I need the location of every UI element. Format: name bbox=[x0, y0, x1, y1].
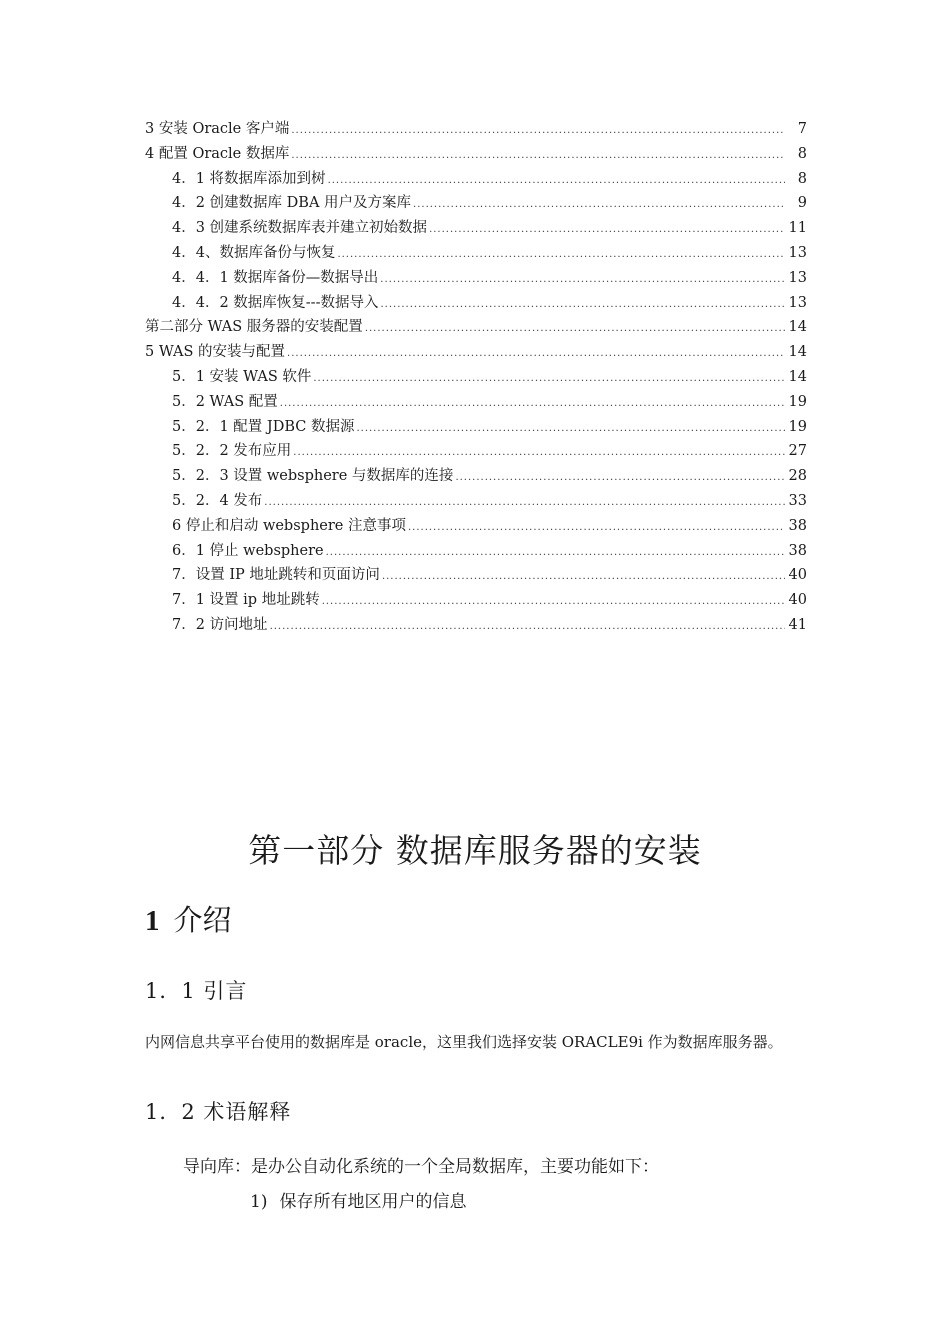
toc-entry[interactable] bbox=[145, 415, 807, 440]
toc-entry-title: 5 WAS 的安装与配置 bbox=[145, 344, 286, 361]
toc-entry-page: 38 bbox=[788, 542, 807, 559]
toc-entry[interactable] bbox=[145, 464, 807, 489]
toc-entry[interactable] bbox=[145, 539, 807, 564]
section-number: 1 bbox=[145, 905, 160, 937]
toc-entry[interactable] bbox=[145, 489, 807, 514]
toc-entry-page: 19 bbox=[788, 393, 807, 410]
toc-entry-page: 7 bbox=[797, 121, 807, 137]
toc-leader-dots bbox=[413, 193, 785, 218]
toc-entry[interactable] bbox=[145, 216, 807, 241]
toc-entry-page: 27 bbox=[788, 443, 807, 460]
toc-entry-page: 8 bbox=[797, 145, 807, 162]
toc-entry-title: 6 停止和启动 websphere 注意事项 bbox=[172, 517, 406, 534]
list-marker: 1) bbox=[250, 1192, 268, 1212]
toc-entry[interactable] bbox=[145, 340, 807, 365]
list-item bbox=[250, 1187, 466, 1212]
toc-leader-dots bbox=[264, 491, 784, 516]
toc-leader-dots bbox=[287, 342, 785, 367]
section-title: 介绍 bbox=[173, 903, 232, 937]
toc-entry-page: 8 bbox=[797, 170, 807, 187]
toc-entry-page: 40 bbox=[788, 567, 807, 584]
toc-entry-title: 6．1 停止 websphere bbox=[172, 542, 324, 559]
toc-leader-dots bbox=[270, 615, 785, 640]
toc-entry-page: 9 bbox=[797, 195, 807, 212]
toc-entry-page: 33 bbox=[788, 492, 807, 509]
subsection-heading-1-2: 1．2 术语解释 bbox=[145, 1100, 292, 1124]
toc-leader-dots bbox=[293, 441, 784, 466]
toc-entry[interactable] bbox=[145, 365, 807, 390]
toc-leader-dots bbox=[313, 367, 784, 392]
toc-entry-title: 4．4．2 数据库恢复---数据导入 bbox=[172, 294, 379, 311]
subsection-heading-1-1: 1．1 引言 bbox=[145, 979, 248, 1003]
toc-entry-title: 5．2．2 发布应用 bbox=[172, 443, 292, 460]
toc-entry-page: 13 bbox=[788, 269, 807, 286]
toc-entry-title: 5．2．1 配置 JDBC 数据源 bbox=[172, 418, 355, 435]
toc-entry[interactable] bbox=[145, 315, 807, 340]
toc-entry[interactable] bbox=[145, 167, 807, 192]
toc-entry-title: 5．2 WAS 配置 bbox=[172, 393, 278, 410]
toc-leader-dots bbox=[291, 144, 785, 169]
toc-entry[interactable] bbox=[145, 266, 807, 291]
intro-paragraph: 内网信息共享平台使用的数据库是 oracle，这里我们选择安装 ORACLE9i 作为数据库服务器。 bbox=[145, 1033, 783, 1051]
toc-entry-title: 7．1 设置 ip 地址跳转 bbox=[172, 592, 320, 609]
toc-leader-dots bbox=[356, 417, 784, 442]
toc-leader-dots bbox=[365, 317, 785, 342]
toc-entry-page: 28 bbox=[788, 468, 807, 485]
toc-entry[interactable] bbox=[145, 514, 807, 539]
toc-entry-page: 14 bbox=[788, 368, 807, 385]
toc-entry[interactable] bbox=[145, 390, 807, 415]
toc-entry[interactable] bbox=[145, 142, 807, 167]
toc-entry-title: 5．2．4 发布 bbox=[172, 492, 263, 509]
toc-entry-title: 5．2．3 设置 websphere 与数据库的连接 bbox=[172, 468, 454, 485]
toc-leader-dots bbox=[326, 541, 785, 566]
part-title: 第一部分 数据库服务器的安装 bbox=[248, 831, 702, 870]
toc-entry-page: 14 bbox=[788, 344, 807, 361]
toc-entry-page: 13 bbox=[788, 294, 807, 311]
toc-entry-title: 第二部分 WAS 服务器的安装配置 bbox=[145, 319, 363, 336]
toc-leader-dots bbox=[455, 466, 784, 491]
list-text: 保存所有地区用户的信息 bbox=[279, 1192, 467, 1212]
toc-entry[interactable] bbox=[145, 588, 807, 613]
toc-entry-title: 4．4．1 数据库备份—数据导出 bbox=[172, 269, 379, 286]
term-paragraph: 导向库：是办公自动化系统的一个全局数据库，主要功能如下： bbox=[183, 1157, 659, 1177]
toc-entry[interactable] bbox=[145, 563, 807, 588]
toc-entry[interactable] bbox=[145, 613, 807, 638]
toc-entry[interactable] bbox=[145, 191, 807, 216]
toc-leader-dots bbox=[380, 268, 784, 293]
toc-entry-title: 4．3 创建系统数据库表并建立初始数据 bbox=[172, 220, 428, 237]
toc-entry-page: 11 bbox=[788, 220, 807, 237]
toc-leader-dots bbox=[280, 392, 785, 417]
toc-entry[interactable] bbox=[145, 291, 807, 316]
toc-entry-title: 3 安装 Oracle 客户端 bbox=[145, 121, 290, 137]
toc-entry-title: 7．2 访问地址 bbox=[172, 616, 268, 633]
toc-leader-dots bbox=[408, 516, 785, 541]
table-of-contents bbox=[145, 117, 807, 638]
toc-entry-title: 4．2 创建数据库 DBA 用户及方案库 bbox=[172, 195, 412, 212]
toc-leader-dots bbox=[380, 293, 784, 318]
toc-entry[interactable] bbox=[145, 241, 807, 266]
toc-leader-dots bbox=[328, 169, 785, 194]
toc-entry-title: 4 配置 Oracle 数据库 bbox=[145, 145, 290, 162]
toc-leader-dots bbox=[429, 218, 784, 243]
toc-entry-title: 4．1 将数据库添加到树 bbox=[172, 170, 326, 187]
toc-entry-page: 41 bbox=[788, 616, 807, 633]
toc-entry[interactable] bbox=[145, 439, 807, 464]
toc-entry-page: 38 bbox=[788, 517, 807, 534]
toc-entry-title: 5．1 安装 WAS 软件 bbox=[172, 368, 312, 385]
toc-entry-title: 7．设置 IP 地址跳转和页面访问 bbox=[172, 567, 380, 584]
toc-leader-dots bbox=[337, 243, 784, 268]
toc-entry-page: 13 bbox=[788, 244, 807, 261]
toc-leader-dots bbox=[291, 119, 785, 144]
toc-leader-dots bbox=[382, 565, 785, 590]
toc-entry-title: 4．4、数据库备份与恢复 bbox=[172, 244, 336, 261]
toc-entry[interactable] bbox=[145, 117, 807, 142]
toc-leader-dots bbox=[322, 590, 785, 615]
toc-entry-page: 40 bbox=[788, 592, 807, 609]
toc-entry-page: 14 bbox=[788, 319, 807, 336]
section-heading-1 bbox=[145, 898, 232, 939]
toc-entry-page: 19 bbox=[788, 418, 807, 435]
